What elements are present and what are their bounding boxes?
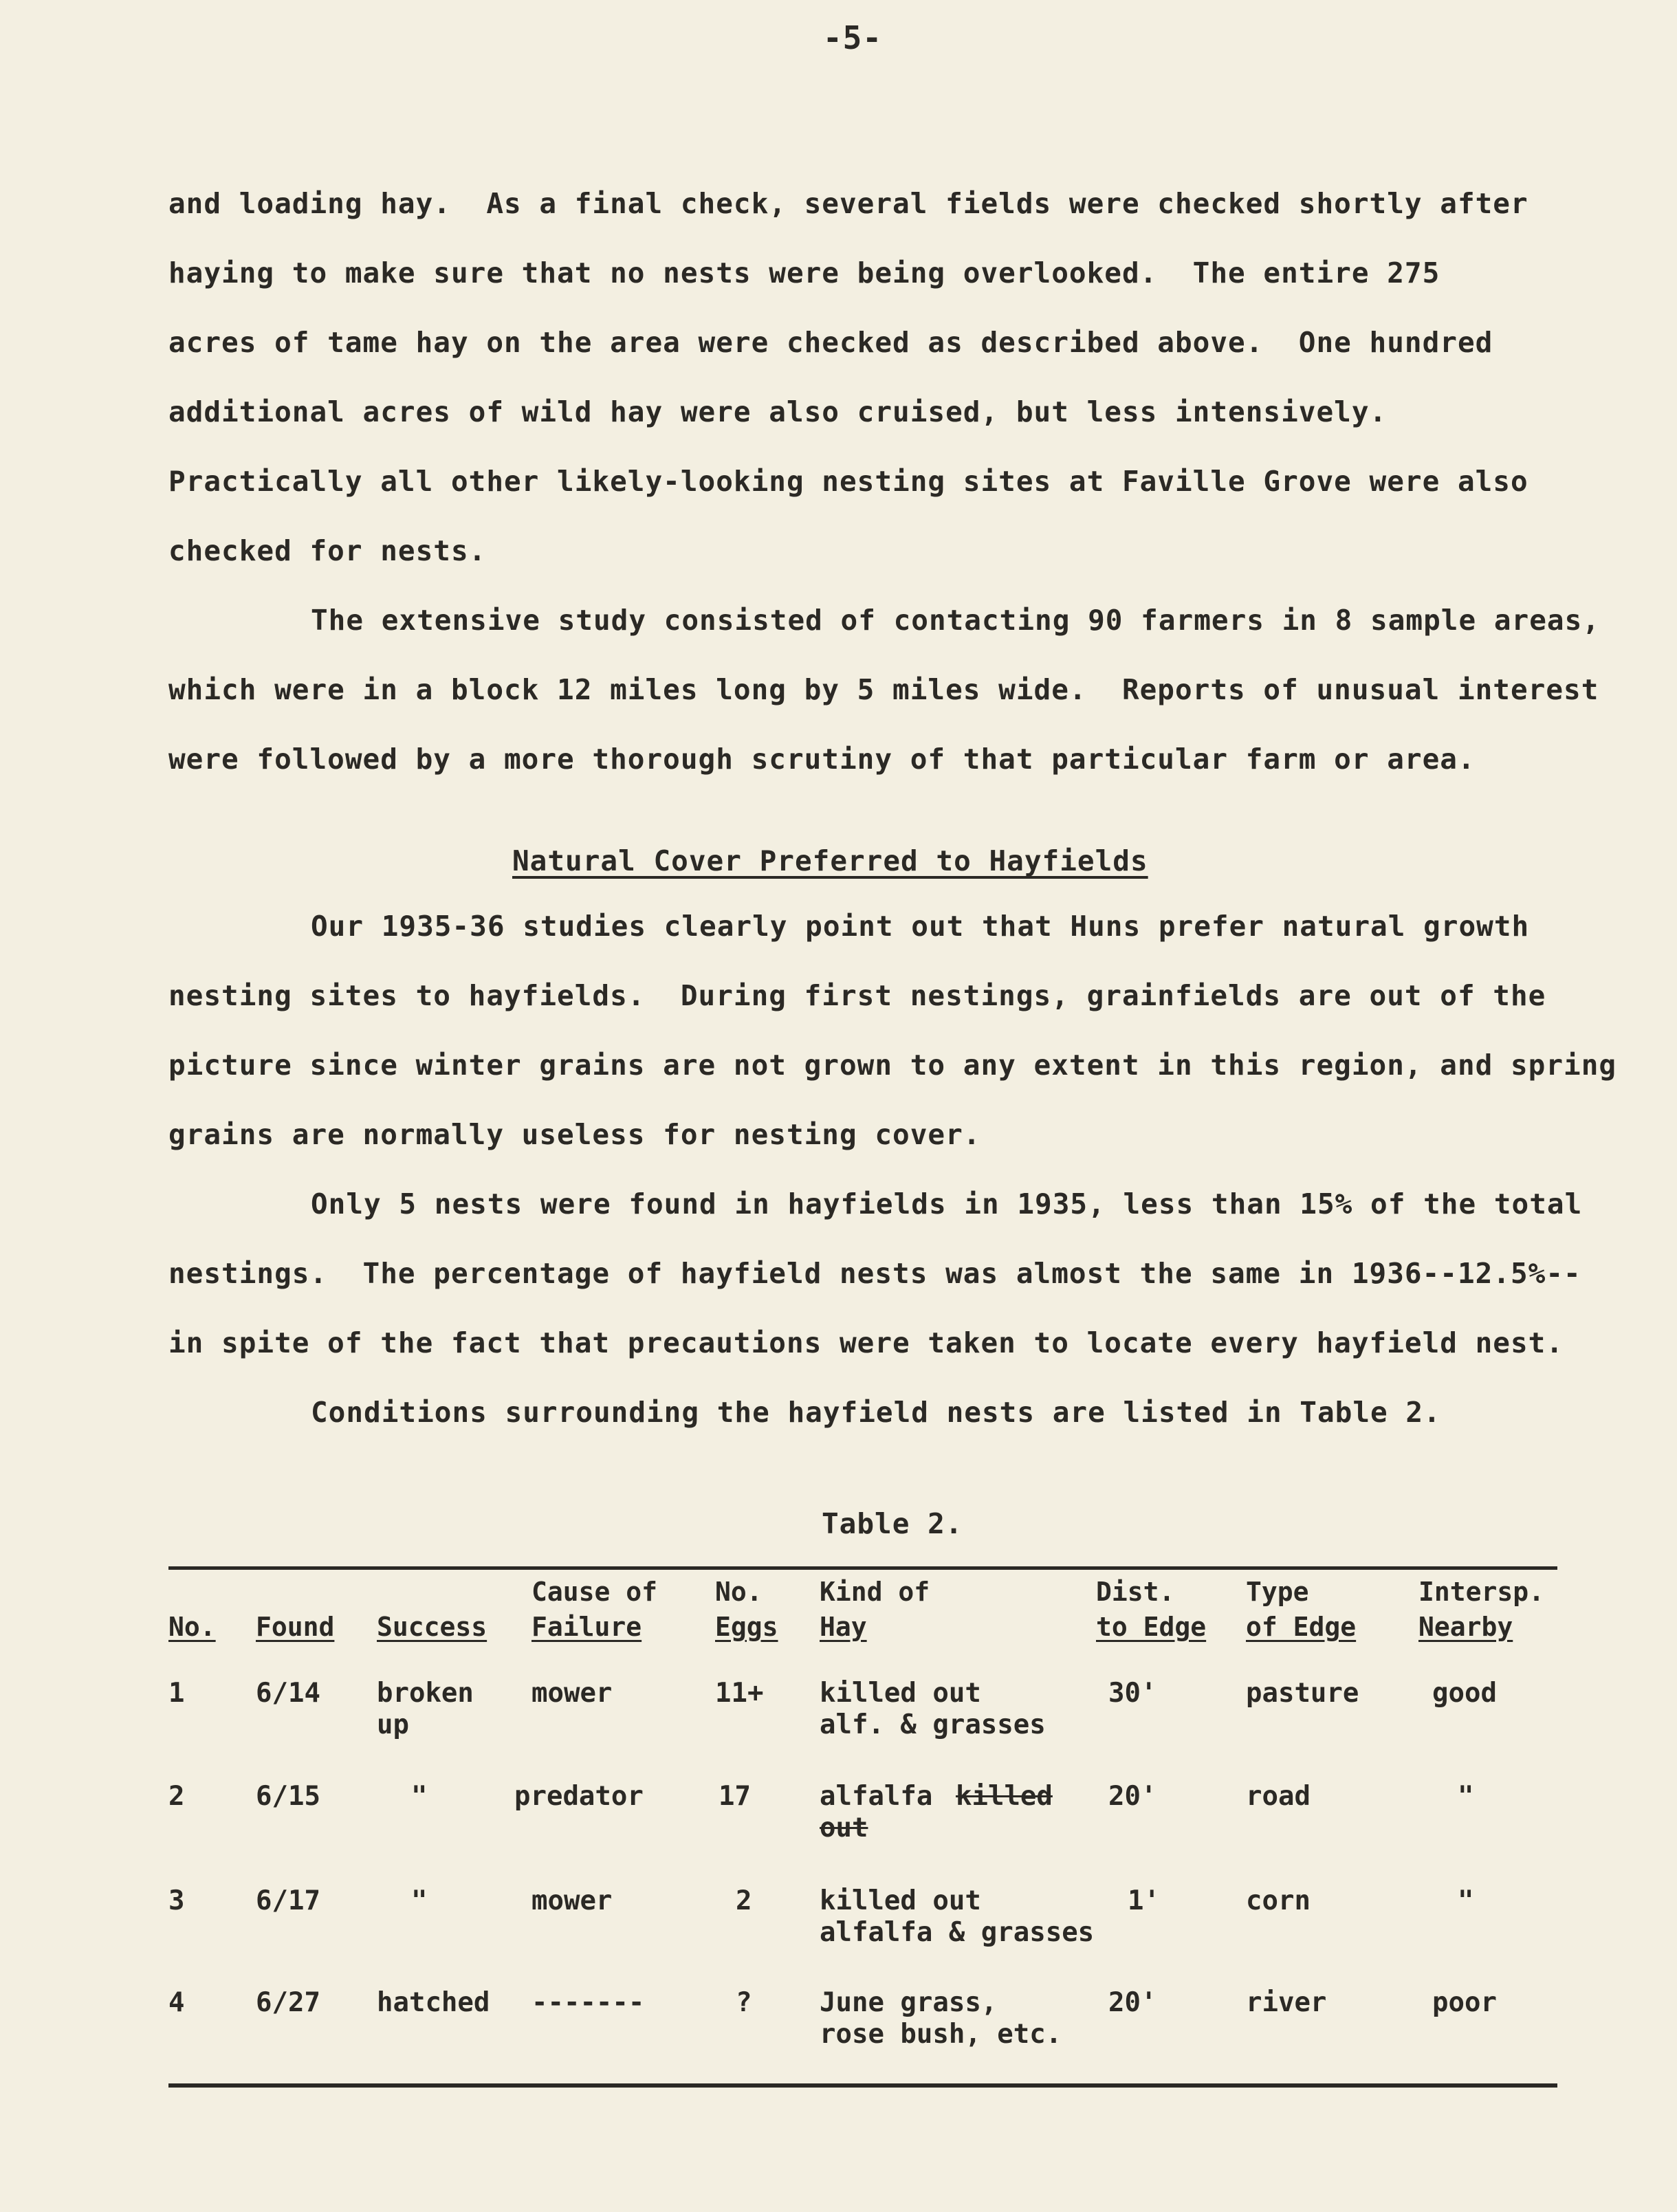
- header-cause-line2: Failure: [531, 1612, 642, 1642]
- body-line: The extensive study consisted of contacting 90 farmers in 8 sample areas,: [311, 604, 1600, 637]
- body-line: additional acres of wild hay were also cruised, but less intensively.: [168, 395, 1388, 428]
- cell-found: 6/14: [256, 1678, 320, 1709]
- cell-found: 6/27: [256, 1987, 320, 2018]
- header-success: Success: [377, 1612, 487, 1642]
- body-line: and loading hay. As a final check, several fields were checked shortly after: [168, 187, 1528, 220]
- cell-edge: river: [1246, 1987, 1327, 2018]
- cell-success: up: [377, 1709, 409, 1740]
- cell-edge: corn: [1246, 1885, 1311, 1916]
- cell-dist: 20': [1108, 1781, 1157, 1812]
- body-line: Conditions surrounding the hayfield nests are listed in Table 2.: [311, 1396, 1441, 1429]
- header-edge-line2: of Edge: [1246, 1612, 1357, 1642]
- cell-hay: killed out: [820, 1678, 981, 1709]
- section-heading: Natural Cover Preferred to Hayfields: [512, 844, 1148, 877]
- cell-eggs: ?: [736, 1987, 752, 2018]
- cell-hay: killed out: [820, 1885, 981, 1916]
- body-line: Our 1935-36 studies clearly point out that Huns prefer natural growth: [311, 910, 1530, 943]
- cell-hay: rose bush, etc.: [820, 2019, 1062, 2050]
- header-edge-line1: Type: [1246, 1577, 1309, 1607]
- cell-dist: 1': [1128, 1885, 1160, 1916]
- cell-no: 1: [168, 1678, 185, 1709]
- cell-dist: 20': [1108, 1987, 1157, 2018]
- body-line: Only 5 nests were found in hayfields in 1935, less than 15% of the total: [311, 1187, 1583, 1220]
- cell-eggs: 2: [736, 1885, 752, 1916]
- cell-hay: alfalfa & grasses: [820, 1917, 1095, 1948]
- cell-no: 2: [168, 1781, 185, 1812]
- body-line: nesting sites to hayfields. During first nestings, grainfields are out of the: [168, 979, 1546, 1012]
- cell-found: 6/17: [256, 1885, 320, 1916]
- body-line: Practically all other likely-looking nesting sites at Faville Grove were also: [168, 465, 1528, 498]
- cell-intersp: good: [1432, 1678, 1497, 1709]
- cell-cause: mower: [531, 1885, 613, 1916]
- cell-cause: predator: [514, 1781, 644, 1812]
- cell-hay: June grass,: [820, 1987, 998, 2018]
- header-intersp-line1: Intersp.: [1418, 1577, 1545, 1607]
- cell-success: broken: [377, 1678, 474, 1709]
- body-line: checked for nests.: [168, 534, 487, 567]
- cell-intersp: ": [1458, 1781, 1474, 1812]
- header-intersp-line2: Nearby: [1418, 1612, 1513, 1642]
- body-line: picture since winter grains are not grown to any extent in this region, and spring: [168, 1049, 1617, 1082]
- header-hay-line1: Kind of: [820, 1577, 930, 1607]
- cell-intersp: poor: [1432, 1987, 1497, 2018]
- body-line: haying to make sure that no nests were being overlooked. The entire 275: [168, 256, 1440, 289]
- cell-success: ": [411, 1781, 428, 1812]
- cell-edge: road: [1246, 1781, 1311, 1812]
- header-eggs-line2: Eggs: [715, 1612, 778, 1642]
- header-found: Found: [256, 1612, 335, 1642]
- cell-hay-struck: out: [820, 1813, 868, 1843]
- cell-hay-struck: killed: [956, 1781, 1053, 1812]
- header-hay-line2: Hay: [820, 1612, 867, 1642]
- cell-dist: 30': [1108, 1678, 1157, 1709]
- cell-no: 3: [168, 1885, 185, 1916]
- cell-cause: -------: [531, 1987, 645, 2018]
- header-cause-line1: Cause of: [531, 1577, 658, 1607]
- body-line: were followed by a more thorough scrutiny of that particular farm or area.: [168, 743, 1476, 776]
- body-line: acres of tame hay on the area were checked as described above. One hundred: [168, 326, 1493, 359]
- header-dist-line1: Dist.: [1096, 1577, 1175, 1607]
- header-dist-line2: to Edge: [1096, 1612, 1207, 1642]
- body-line: in spite of the fact that precautions were taken to locate every hayfield nest.: [168, 1326, 1564, 1359]
- cell-eggs: 17: [719, 1781, 751, 1812]
- cell-success: hatched: [377, 1987, 490, 2018]
- header-eggs-line1: No.: [715, 1577, 763, 1607]
- table-top-rule: [168, 1566, 1557, 1570]
- cell-eggs: 11+: [715, 1678, 764, 1709]
- cell-found: 6/15: [256, 1781, 320, 1812]
- table-caption: Table 2.: [822, 1507, 963, 1540]
- body-line: grains are normally useless for nesting cover.: [168, 1118, 981, 1151]
- table-bottom-rule: [168, 2083, 1557, 2088]
- body-line: which were in a block 12 miles long by 5 miles wide. Reports of unusual interest: [168, 673, 1599, 706]
- cell-no: 4: [168, 1987, 185, 2018]
- body-line: nestings. The percentage of hayfield nests was almost the same in 1936--12.5%--: [168, 1257, 1581, 1290]
- cell-hay: alfalfa: [820, 1781, 933, 1812]
- cell-intersp: ": [1458, 1885, 1474, 1916]
- header-no: No.: [168, 1612, 216, 1642]
- cell-cause: mower: [531, 1678, 613, 1709]
- cell-hay: alf. & grasses: [820, 1709, 1046, 1740]
- page-number: -5-: [822, 19, 883, 56]
- cell-success: ": [411, 1885, 428, 1916]
- cell-edge: pasture: [1246, 1678, 1359, 1709]
